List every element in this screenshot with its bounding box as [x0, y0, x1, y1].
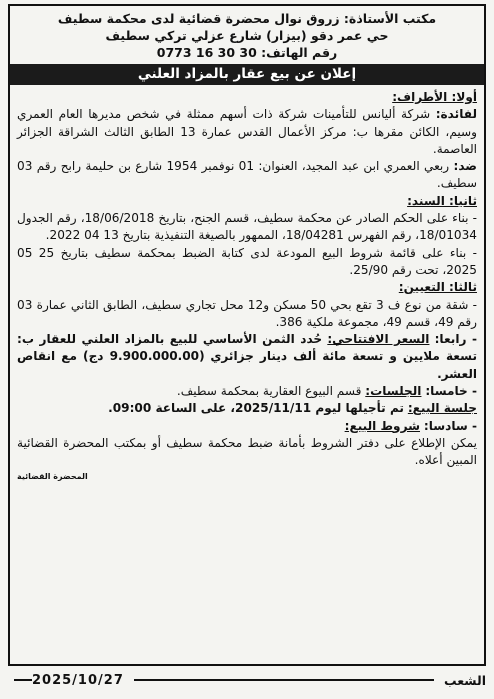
sale-session-label: جلسة البيع: [407, 401, 477, 416]
applicant-text: شركة أليانس للتأمينات شركة ذات أسهم ممثلة في شخص مديرها العام العمري وسيم، الكائن مقرها ب: مركز الأعمال القدس عمارة 13 الطابق الثالث الشراقة الجزائر العاصمة. [17, 107, 477, 156]
footer-rule-left [14, 679, 32, 681]
bailiff-stamp: المحضرة القضائية [17, 471, 88, 481]
applicant-paragraph [17, 106, 477, 158]
section-basis-heading: ثانيا: السند: [407, 193, 477, 208]
phone-number: 0773 16 30 30 [156, 45, 257, 60]
sale-session-paragraph [17, 400, 477, 417]
price-paragraph [17, 331, 477, 383]
announcement-body [17, 89, 477, 482]
against-label: ضد: [453, 159, 477, 174]
sessions-prefix: - خامسا: [425, 384, 477, 399]
publication-date: 2025/10/27 [32, 672, 124, 688]
sale-session-text: تم تأجيلها ليوم 2025/11/11، على الساعة 09:00. [108, 401, 404, 416]
price-text: حُدد الثمن الأساسي للبيع بالمزاد العلني للعقار ب: تسعة ملايين و تسعة مائة ألف دينار جزائري [17, 332, 477, 364]
sessions-text: قسم البيوع العقارية بمحكمة سطيف. [176, 384, 362, 399]
applicant-label: لفائدة: [435, 107, 477, 122]
section-designation-heading: ثالثا: التعيين: [398, 280, 477, 295]
basis-item-2: - بناء على قائمة شروط البيع المودعة لدى كتابة الضبط بمحكمة سطيف بتاريخ 25 05 2025، تحت رقم 25/90. [17, 245, 477, 277]
section-parties-heading: أولا: الأطراف: [392, 90, 477, 104]
sessions-paragraph [17, 383, 477, 400]
conditions-heading [17, 418, 477, 435]
footer-rule [134, 679, 434, 681]
designation-text: - شقة من نوع ف 3 تقع بحي 50 مسكن و12 محل تجاري سطيف، الطابق الثاني عمارة 03 رقم 49، قسم 49، مجموعة ملكية 386. [17, 297, 477, 329]
phone-line [17, 44, 477, 61]
conditions-prefix: - سادسا: [423, 418, 477, 433]
announcement-title: إعلان عن بيع عقار بالمزاد العلني [10, 64, 484, 85]
header [17, 10, 477, 61]
basis-item-1: - بناء على الحكم الصادر عن محكمة سطيف، قسم الجنح، بتاريخ 18/06/2018، رقم الجدول 18/01034، رقم الفهرس 18/04281، الممهور بالصيغة التنفيذية بتاريخ 13 04 2022. [17, 211, 478, 243]
against-text: ربعي العمري ابن عبد المجيد، العنوان: 01 نوفمبر 1954 شارع بن حليمة رابح رقم 03 سطيف. [17, 159, 477, 191]
phone-label: رقم الهاتف: [261, 45, 338, 60]
sessions-label: الجلسات: [365, 384, 422, 399]
footer [14, 670, 486, 690]
price-amount: (9.900.000.00 دج) مع انقاص العشر. [17, 349, 477, 381]
office-address: حي عمر دقو (بيزار) شارع عزلي تركي سطيف [105, 28, 389, 43]
announcement-box [8, 4, 486, 666]
conditions-label: شروط البيع: [344, 418, 420, 433]
newspaper-name: الشعب [444, 672, 486, 688]
price-label: السعر الافتتاحي: [327, 332, 430, 347]
against-paragraph [17, 158, 477, 193]
office-name: مكتب الأستاذة: زروق نوال محضرة قضائية لدى محكمة سطيف [57, 11, 437, 26]
conditions-text: يمكن الإطلاع على دفتر الشروط بأمانة ضبط محكمة سطيف أو بمكتب المحضرة القضائية المبين أعلاه. [17, 435, 477, 468]
price-prefix: - رابعا: [434, 332, 477, 347]
